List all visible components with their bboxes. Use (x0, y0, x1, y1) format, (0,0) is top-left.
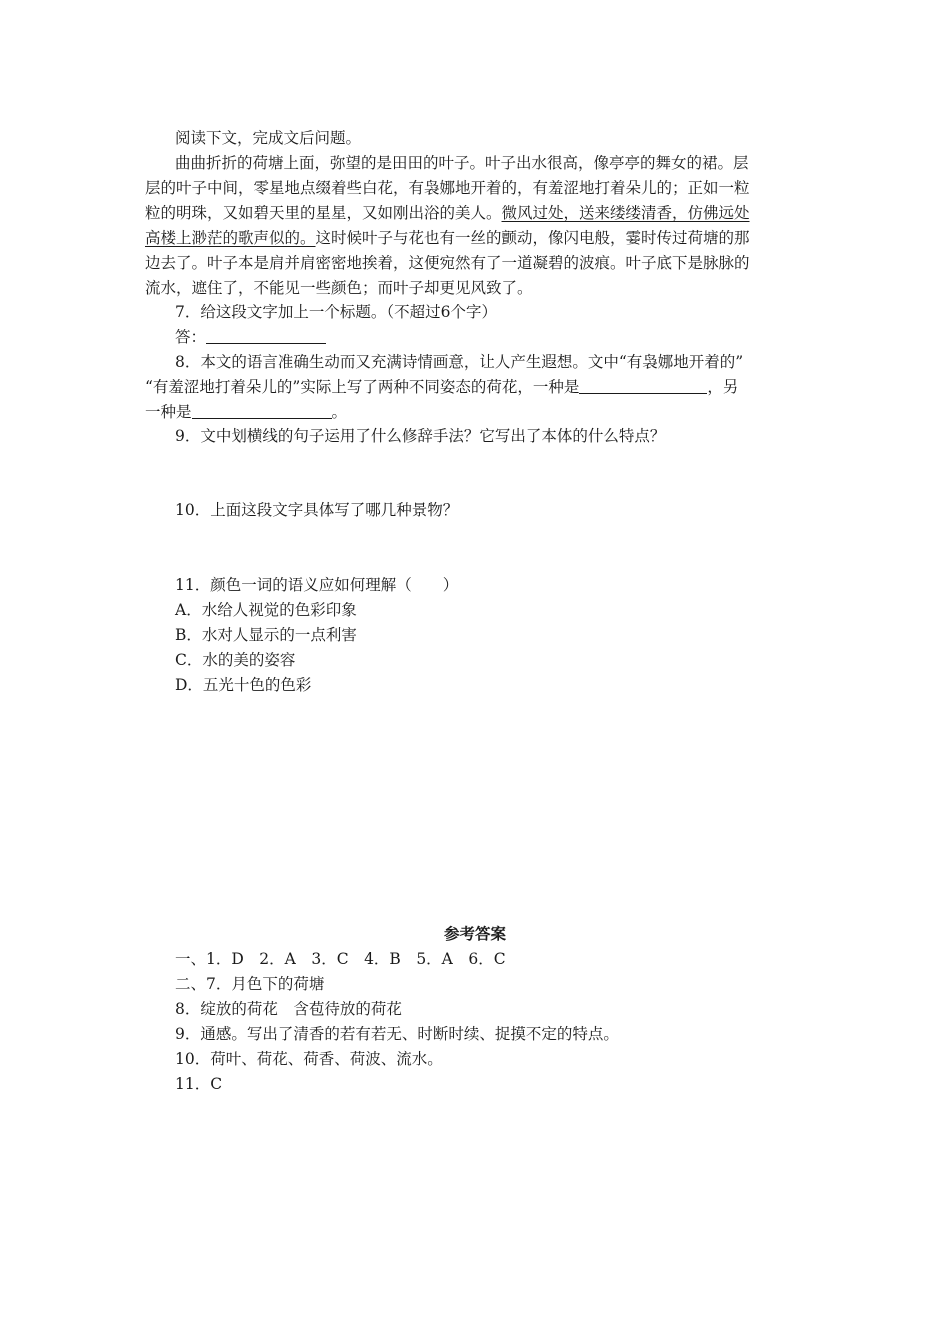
question-text: ，另 (707, 378, 739, 396)
question-text: 9．文中划横线的句子运用了什么修辞手法？它写出了本体的什么特点？ (175, 427, 666, 445)
question-9 (175, 424, 665, 449)
question-8-line (145, 400, 347, 425)
question-text: 。 (331, 403, 348, 421)
passage-line (145, 251, 750, 276)
question-7 (175, 300, 497, 325)
passage-text: 这时候叶子与花也有一丝的颤动，像闪电般，霎时传过荷塘的那 (315, 229, 750, 247)
option-b[interactable] (175, 623, 357, 648)
question-text: 11．颜色一词的语义应如何理解（ ） (175, 576, 459, 594)
passage-text: 流水，遮住了，不能见一些颜色；而叶子却更见风致了。 (145, 279, 533, 297)
answer-line (175, 997, 402, 1022)
answer-text: 11．C (175, 1075, 223, 1093)
passage-line (145, 226, 750, 251)
passage-line (145, 176, 750, 201)
option-a[interactable] (175, 598, 357, 623)
answer-line (175, 1047, 443, 1072)
answer-blank[interactable] (192, 402, 332, 419)
question-8 (175, 350, 743, 375)
passage-text: 粒的明珠，又如碧天里的星星，又如刚出浴的美人。 (145, 204, 502, 222)
option-text: A．水给人视觉的色彩印象 (175, 601, 357, 619)
question-8-line (145, 375, 738, 400)
option-text: C．水的美的姿容 (175, 651, 296, 669)
question-7-answer (175, 325, 326, 350)
answer-blank[interactable] (206, 327, 326, 344)
question-text: 8．本文的语言准确生动而又充满诗情画意，让人产生遐想。文中“有袅娜地开着的” (175, 353, 744, 371)
answer-line (175, 947, 506, 972)
question-11 (175, 573, 458, 598)
answer-line (175, 1072, 222, 1097)
reading-instruction (175, 126, 361, 151)
answer-line (175, 972, 324, 997)
underlined-sentence: 微风过处，送来缕缕清香，仿佛远处 (501, 204, 750, 222)
passage-line (145, 201, 750, 226)
question-10 (175, 498, 458, 523)
answer-label: 答： (175, 328, 207, 346)
passage-line (145, 276, 533, 301)
answer-text: 8．绽放的荷花 含苞待放的荷花 (175, 1000, 402, 1018)
passage-text: 曲曲折折的荷塘上面，弥望的是田田的叶子。叶子出水很高，像亭亭的舞女的裙。层 (175, 154, 749, 172)
answer-text: 10．荷叶、荷花、荷香、荷波、流水。 (175, 1050, 443, 1068)
option-text: B．水对人显示的一点利害 (175, 626, 357, 644)
question-text: “有羞涩地打着朵儿的”实际上写了两种不同姿态的荷花，一种是 (145, 378, 580, 396)
instruction-text: 阅读下文，完成文后问题。 (175, 129, 362, 147)
question-text: 一种是 (145, 403, 192, 421)
option-c[interactable] (175, 648, 295, 673)
passage-text: 边去了。叶子本是肩并肩密密地挨着，这便宛然有了一道凝碧的波痕。叶子底下是脉脉的 (145, 254, 750, 272)
question-text: 10．上面这段文字具体写了哪几种景物？ (175, 501, 459, 519)
answer-key-title: 参考答案 (443, 925, 506, 943)
option-d[interactable] (175, 673, 311, 698)
option-text: D．五光十色的色彩 (175, 676, 312, 694)
question-text: 7．给这段文字加上一个标题。（不超过6个字） (175, 303, 497, 321)
answer-text: 9．通感。写出了清香的若有若无、时断时续、捉摸不定的特点。 (175, 1025, 619, 1043)
answer-text: 一、1．D 2．A 3．C 4．B 5．A 6．C (175, 950, 506, 968)
underlined-sentence: 高楼上渺茫的歌声似的。 (145, 229, 316, 247)
answer-text: 二、7．月色下的荷塘 (175, 975, 325, 993)
answer-blank[interactable] (579, 377, 707, 394)
passage-text: 层的叶子中间，零星地点缀着些白花，有袅娜地开着的，有羞涩地打着朵儿的；正如一粒 (145, 179, 750, 197)
passage-line (175, 151, 749, 176)
answer-line (175, 1022, 619, 1047)
